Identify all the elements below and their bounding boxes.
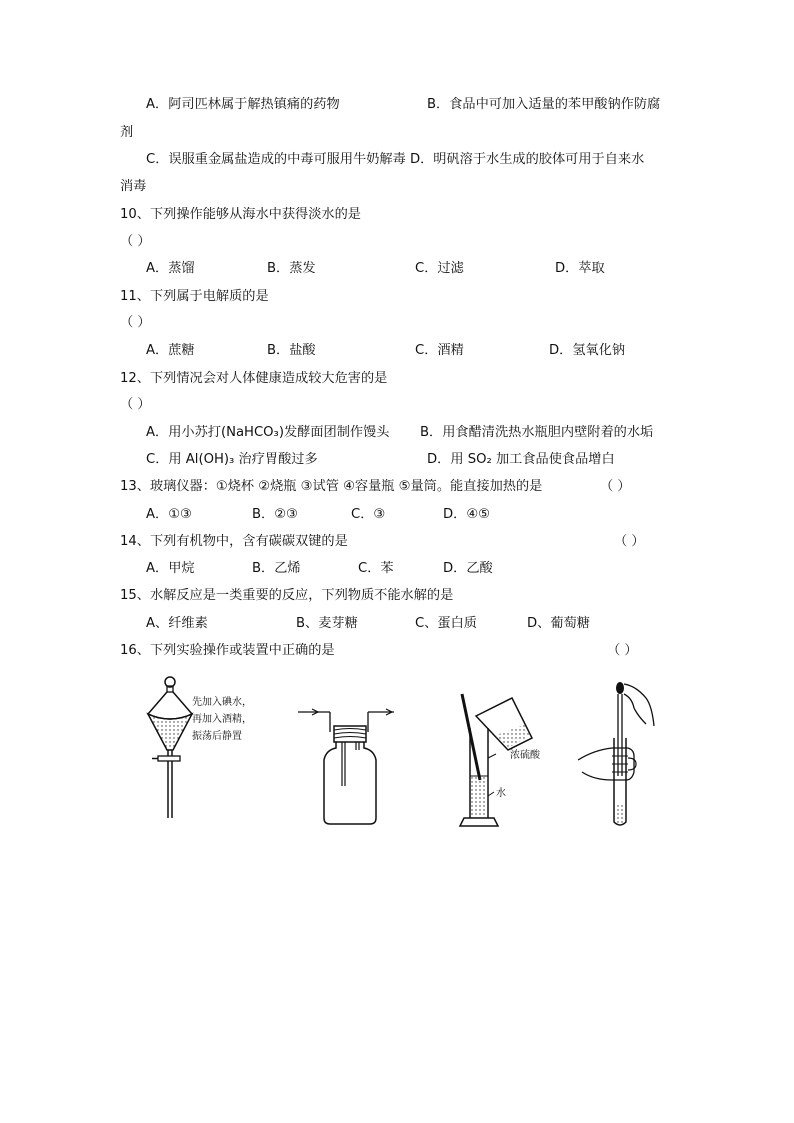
q9-option-d-continuation: 消毒 — [120, 179, 147, 194]
q10-answer-bracket: （ ） — [120, 234, 151, 249]
q16-stem: 16、下列实验操作或装置中正确的是 — [120, 643, 335, 658]
q14-stem: 14、下列有机物中，含有碳碳双键的是 — [120, 534, 348, 549]
dilution-drawing — [450, 688, 560, 828]
q9-option-a: A．阿司匹林属于解热镇痛的药物 — [146, 97, 340, 112]
q11-option-d: D．氢氧化钠 — [549, 343, 626, 358]
dropper-drawing — [576, 676, 676, 828]
q12-option-b: B．用食醋清洗热水瓶胆内壁附着的水垢 — [420, 425, 654, 440]
q12-stem: 12、下列情况会对人体健康造成较大危害的是 — [120, 371, 388, 386]
q16-answer-bracket: （ ） — [607, 643, 638, 658]
funnel-note-line-1: 先加入碘水， — [192, 697, 252, 708]
q13-option-c: C．③ — [351, 507, 386, 522]
q12-option-c: C．用 Al(OH)₃ 治疗胃酸过多 — [146, 452, 318, 467]
q10-option-d: D．萃取 — [555, 261, 605, 276]
q13-stem: 13、玻璃仪器：①烧杯 ②烧瓶 ③试管 ④容量瓶 ⑤量筒。能直接加热的是 — [120, 479, 543, 494]
q10-stem: 10、下列操作能够从海水中获得淡水的是 — [120, 207, 361, 222]
q11-option-b: B．盐酸 — [267, 343, 316, 358]
q11-option-c: C．酒精 — [415, 343, 464, 358]
q10-option-c: C．过滤 — [415, 261, 464, 276]
q11-option-a: A．蔗糖 — [146, 343, 195, 358]
q11-answer-bracket: （ ） — [120, 315, 151, 330]
figure-gas-washing-bottle — [296, 708, 406, 830]
q10-option-a: A．蒸馏 — [146, 261, 195, 276]
label-water: 水 — [496, 788, 506, 799]
q15-option-b: B、麦芽糖 — [296, 616, 358, 631]
q14-option-a: A．甲烷 — [146, 561, 195, 576]
q9-option-b: B．食品中可加入适量的苯甲酸钠作防腐 — [427, 97, 661, 112]
q9-option-b-continuation: 剂 — [120, 125, 134, 140]
q13-answer-bracket: （ ） — [600, 479, 631, 494]
q10-option-b: B．蒸发 — [267, 261, 316, 276]
q14-option-d: D．乙酸 — [443, 561, 493, 576]
separatory-funnel-drawing — [140, 672, 270, 832]
label-concentrated-sulfuric-acid: 浓硫酸 — [510, 750, 540, 761]
q14-answer-bracket: （ ） — [614, 534, 645, 549]
q14-option-b: B．乙烯 — [252, 561, 301, 576]
q15-stem: 15、水解反应是一类重要的反应，下列物质不能水解的是 — [120, 588, 454, 603]
q12-answer-bracket: （ ） — [120, 397, 151, 412]
q15-option-a: A、纤维素 — [146, 616, 208, 631]
funnel-note-line-2: 再加入酒精， — [192, 714, 252, 725]
q15-option-d: D、葡萄糖 — [527, 616, 590, 631]
figure-dropper-test-tube — [576, 676, 676, 828]
q13-option-a: A．①③ — [146, 507, 192, 522]
q13-option-d: D．④⑤ — [443, 507, 490, 522]
figure-separatory-funnel — [140, 672, 270, 832]
q15-option-c: C、蛋白质 — [415, 616, 477, 631]
q11-stem: 11、下列属于电解质的是 — [120, 289, 269, 304]
q12-option-d: D．用 SO₂ 加工食品使食品增白 — [427, 452, 615, 467]
q13-option-b: B．②③ — [252, 507, 298, 522]
funnel-note-line-3: 振荡后静置 — [192, 731, 242, 742]
q12-option-a: A．用小苏打(NaHCO₃)发酵面团制作馒头 — [146, 425, 390, 440]
figure-dilution-cylinder — [450, 688, 560, 828]
q9-option-c-d: C．误服重金属盐造成的中毒可服用牛奶解毒 D．明矾溶于水生成的胶体可用于自来水 — [146, 152, 645, 167]
q14-option-c: C．苯 — [358, 561, 394, 576]
gas-bottle-drawing — [296, 708, 406, 830]
